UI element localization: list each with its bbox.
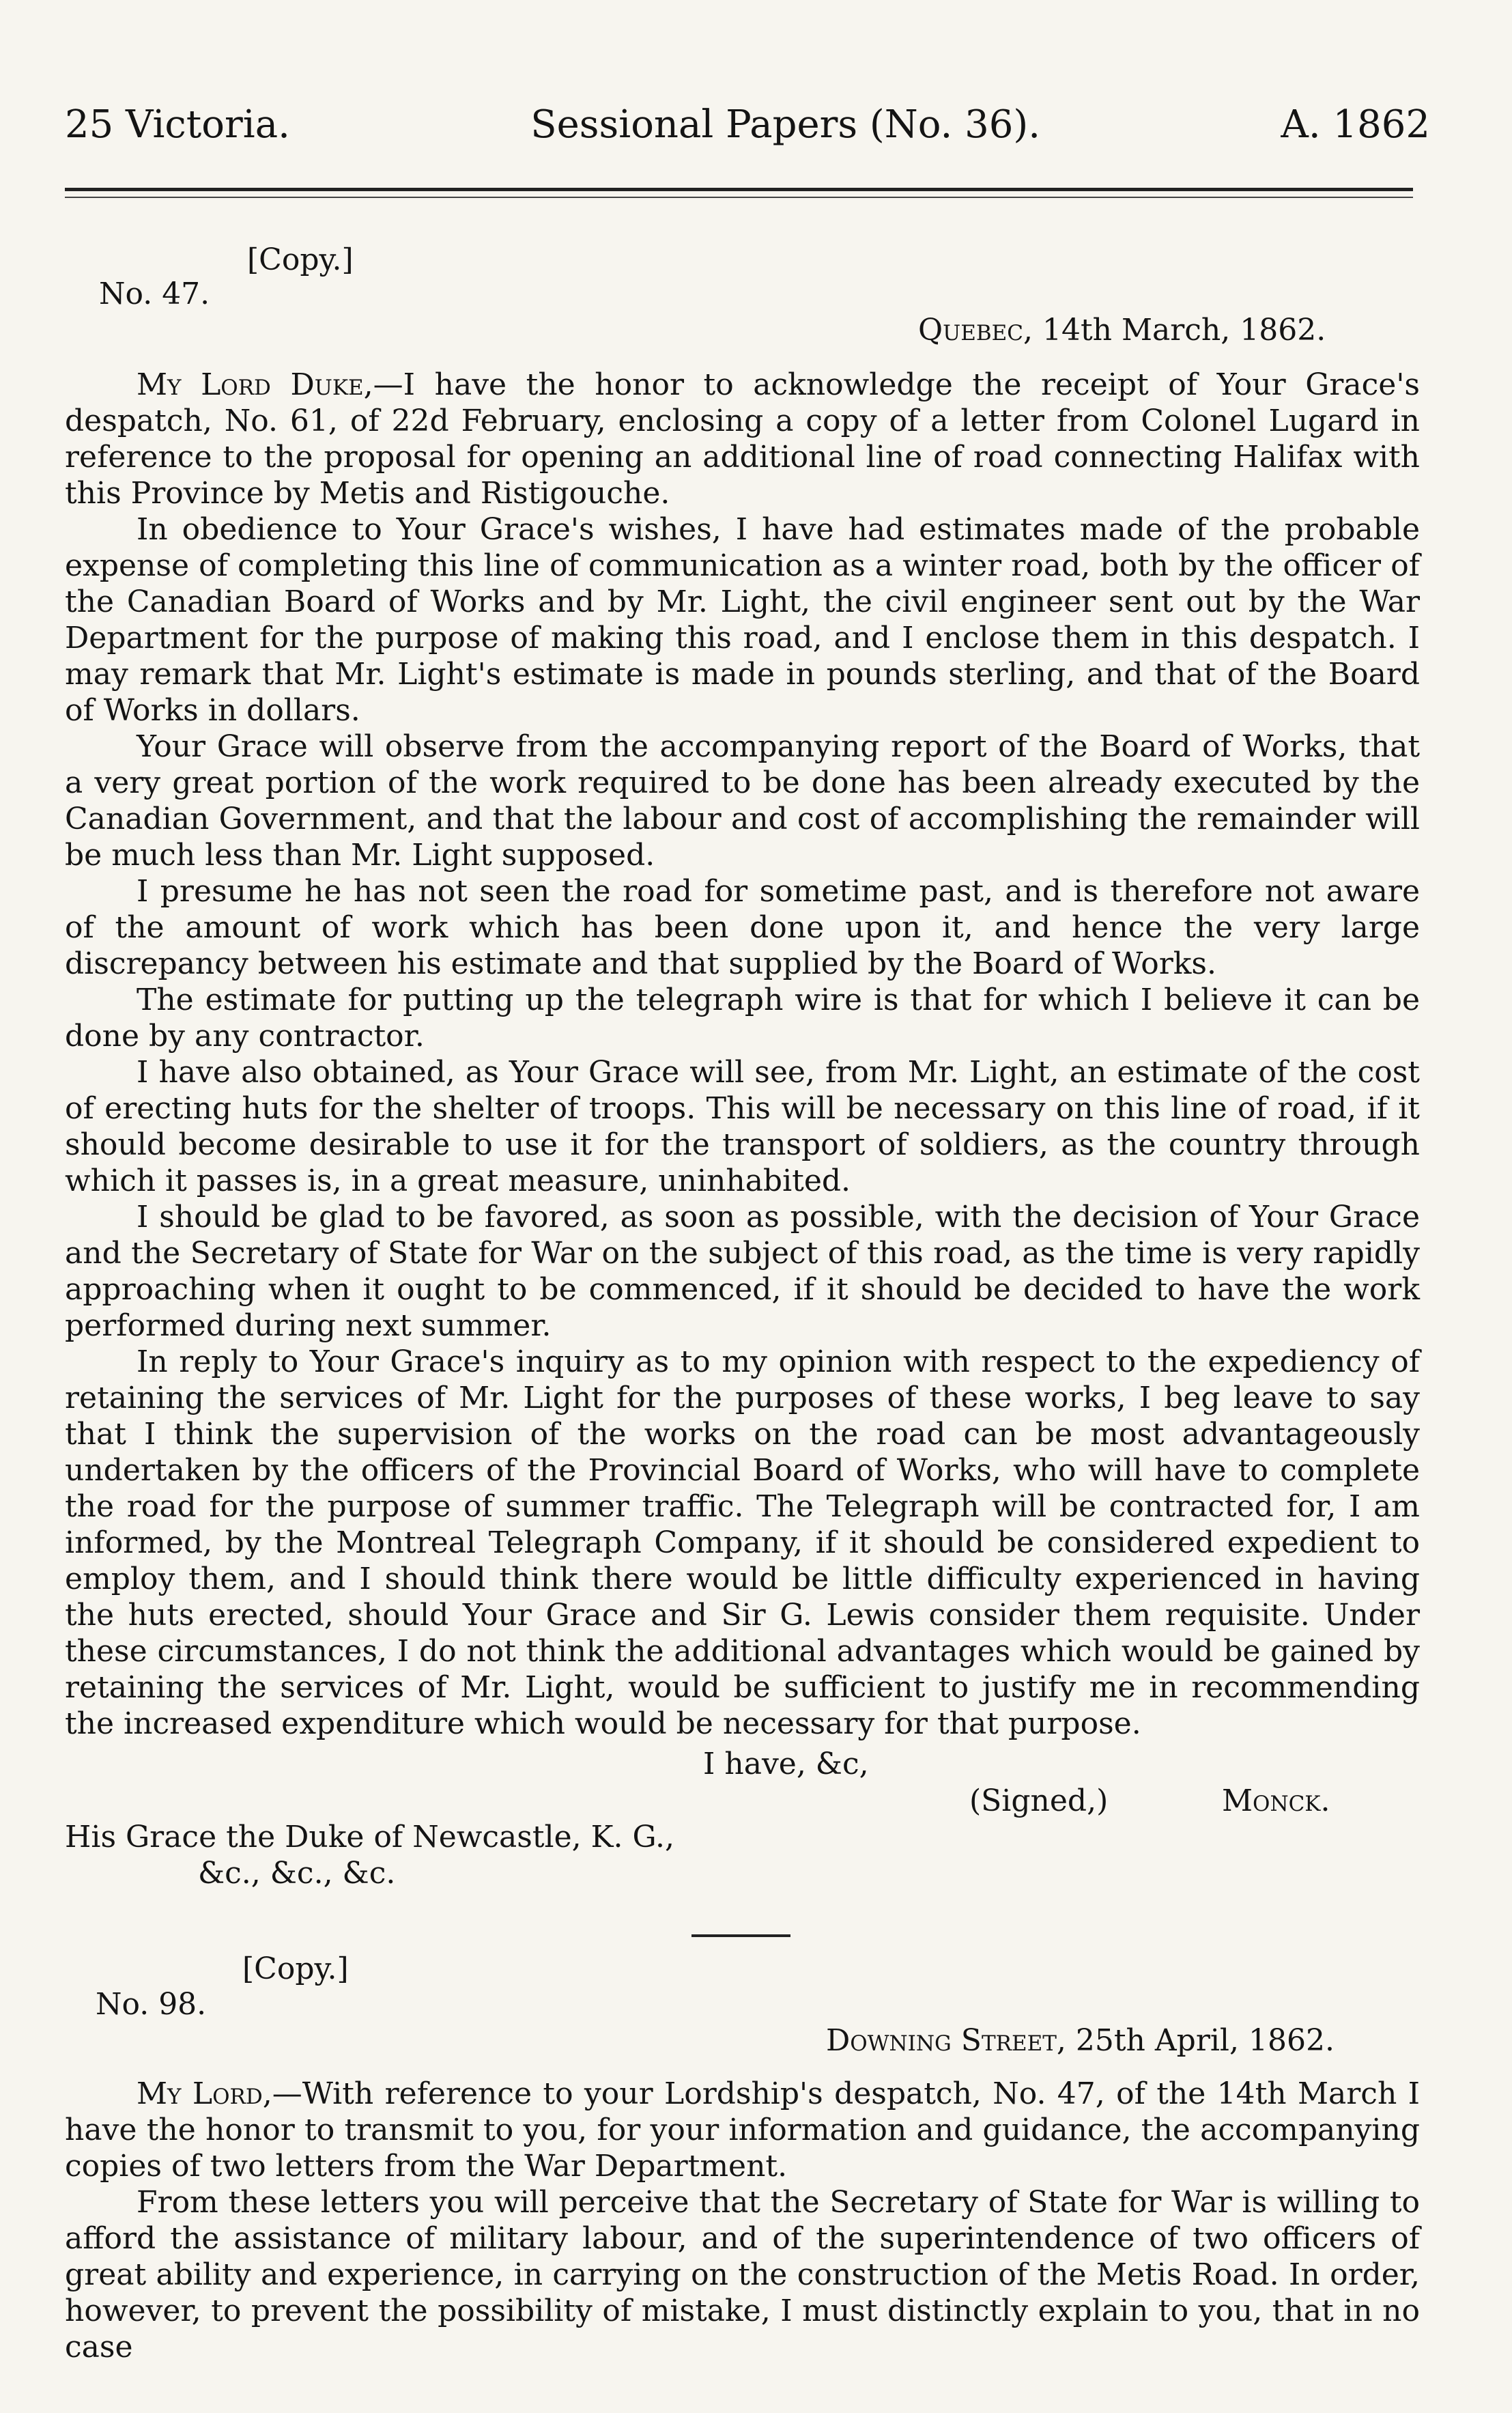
dateline-place: Downing Street, bbox=[826, 2023, 1066, 2058]
signed-label: (Signed,) bbox=[969, 1783, 1109, 1818]
dateline-date: 14th March, 1862. bbox=[1042, 313, 1326, 348]
signature: Monck. bbox=[1222, 1783, 1330, 1818]
paragraph: The estimate for putting up the telegraph wire is that for which I believe it can be done by any contractor. bbox=[65, 983, 1420, 1054]
letter-body bbox=[65, 2076, 1420, 2365]
dateline bbox=[826, 2023, 1335, 2058]
salutation: My Lord Duke, bbox=[137, 367, 373, 402]
dateline-date: 25th April, 1862. bbox=[1075, 2023, 1335, 2058]
running-header bbox=[65, 102, 1430, 147]
salutation: My Lord, bbox=[137, 2076, 272, 2111]
paragraph: My Lord,—With reference to your Lordship's despatch, No. 47, of the 14th March I have the honor to transmit to you, for your information and guidance, the accompanying copies of two letters from the War Department. bbox=[65, 2076, 1421, 2184]
closing: I have, &c, bbox=[703, 1747, 869, 1781]
copy-label: [Copy.] bbox=[242, 1951, 349, 1986]
paragraph: From these letters you will perceive that the Secretary of State for War is willing to afford the assistance of military labour, and of the superintendence of two officers of great ability and experience, in carrying on the construction of the Metis Road. In order, however, to prevent the possibility of mistake, I must distinctly explain to you, that in no case bbox=[65, 2185, 1420, 2365]
addressee: His Grace the Duke of Newcastle, K. G., bbox=[65, 1820, 675, 1854]
letter-number: No. 47. bbox=[99, 277, 210, 311]
header-year: A. 1862 bbox=[1281, 102, 1430, 147]
copy-label: [Copy.] bbox=[247, 242, 354, 277]
paragraph: In obedience to Your Grace's wishes, I have had estimates made of the probable expense of completing this line of communication as a winter road, both by the officer of the Canadian Board of Works and by Mr. Light, the civil engineer sent out by the War Department for the purpose of making this road, and I enclose them in this despatch. I may remark that Mr. Light's estimate is made in pounds sterling, and that of the Board of Works in dollars. bbox=[65, 512, 1420, 728]
dateline bbox=[918, 313, 1326, 348]
letter-number: No. 98. bbox=[96, 1987, 207, 2022]
addressee-etc: &c., &c., &c. bbox=[198, 1856, 396, 1891]
paragraph: Your Grace will observe from the accompanying report of the Board of Works, that a very great portion of the work required to be done has been already executed by the Canadian Government, and that the labour and cost of accomplishing the remainder will be much less than Mr. Light supposed. bbox=[65, 729, 1420, 873]
header-rule-thin bbox=[65, 197, 1413, 198]
paragraph: In reply to Your Grace's inquiry as to my opinion with respect to the expediency of retaining the services of Mr. Light for the purposes of these works, I beg leave to say that I think the supervision of the works on the road can be most advantageously undertaken by the officers of the Provincial Board of Works, who will have to complete the road for the purpose of summer traffic. The Telegraph will be contracted for, I am informed, by the Montreal Telegraph Company, if it should be considered expedient to employ them, and I should think there would be little difficulty experienced in having the huts erected, should Your Grace and Sir G. Lewis consider them requisite. Under these circumstances, I do not think the additional advantages which would be gained by retaining the services of Mr. Light, would be sufficient to justify me in recommending the increased expenditure which would be necessary for that purpose. bbox=[65, 1344, 1420, 1741]
section-divider bbox=[691, 1934, 790, 1937]
paragraph: My Lord Duke,—I have the honor to acknowledge the receipt of Your Grace's despatch, No. 61, of 22d February, enclosing a copy of a letter from Colonel Lugard in reference to the proposal for opening an additional line of road connecting Halifax with this Province by Metis and Ristigouche. bbox=[65, 367, 1420, 511]
header-session: 25 Victoria. bbox=[65, 102, 290, 147]
header-rule bbox=[65, 188, 1413, 191]
paragraph: I have also obtained, as Your Grace will see, from Mr. Light, an estimate of the cost of erecting huts for the shelter of troops. This will be necessary on this line of road, if it should become desirable to use it for the transport of soldiers, as the country through which it passes is, in a great measure, uninhabited. bbox=[65, 1055, 1420, 1198]
dateline-place: Quebec, bbox=[918, 313, 1033, 348]
letter-body bbox=[65, 367, 1420, 1742]
header-title: Sessional Papers (No. 36). bbox=[530, 102, 1040, 147]
paragraph: I presume he has not seen the road for sometime past, and is therefore not aware of the amount of work which has been done upon it, and hence the very large discrepancy between his estimate and that supplied by the Board of Works. bbox=[65, 874, 1420, 981]
paragraph: I should be glad to be favored, as soon as possible, with the decision of Your Grace and the Secretary of State for War on the subject of this road, as the time is very rapidly approaching when it ought to be commenced, if it should be decided to have the work performed during next summer. bbox=[65, 1200, 1420, 1343]
